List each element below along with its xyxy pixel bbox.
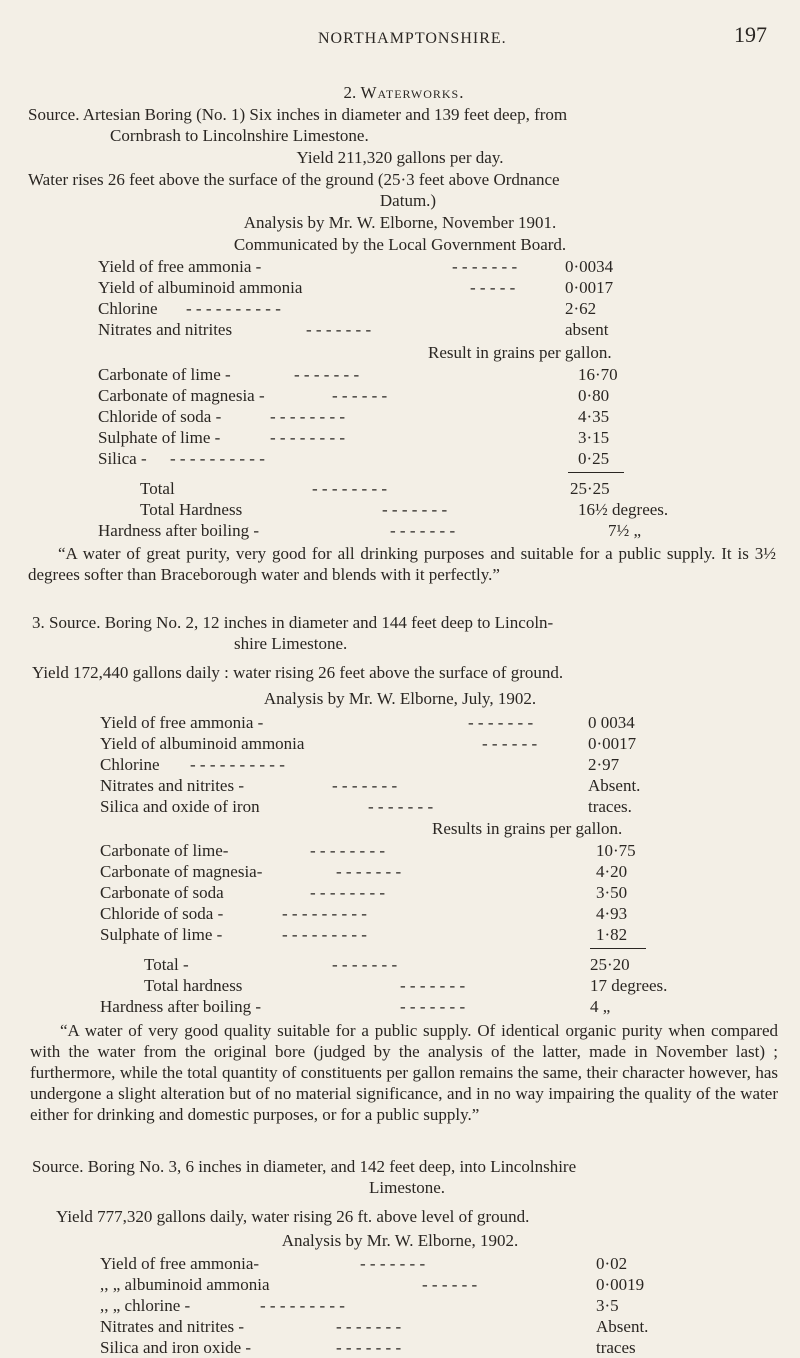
section-2-heading (0, 82, 800, 103)
row-label: Carbonate of magnesia - (98, 386, 265, 405)
row-label: Silica - (98, 449, 147, 468)
leader-dots: - - - - - - - (400, 976, 466, 995)
boiling-label: Hardness after boiling - (100, 997, 261, 1016)
leader-dots: - - - - - - - (306, 320, 372, 339)
heading-text: Waterworks. (360, 83, 465, 102)
leader-dots: - - - - - - - (336, 1317, 402, 1336)
heading-number: 2. (343, 83, 357, 102)
boiling-row (98, 520, 758, 541)
section-3-quote: “A water of very good quality suitable for a public supply. Of identical organic purity when compared with the water from the original bore (judged by the analysis of the latter, made in November last) ; furthermore, while the total quantity of constituents per gallon remains the same, their character however, has undergone a slight alteration but of no material significance, and in no way impairing the quality of the water either for drinking and domestic purposes, or for a public supply.” (30, 1021, 778, 1124)
leader-dots: - - - - - - - - - - (190, 755, 285, 774)
section-3-analysis: Analysis by Mr. W. Elborne, July, 1902. (263, 689, 537, 708)
section-2-analysis: Analysis by Mr. W. Elborne, November 1901. (243, 213, 557, 232)
section-3-yield: Yield 172,440 gallons daily : water rising 26 feet above the surface of ground. (32, 663, 564, 682)
table-row (98, 406, 758, 427)
leader-dots: - - - - - - (422, 1275, 478, 1294)
row-value: Absent. (588, 776, 641, 795)
table-row (98, 277, 758, 298)
section-2-table-2 (98, 364, 758, 469)
table-row (100, 1337, 760, 1358)
row-label: ,, „ chlorine - (100, 1296, 191, 1315)
row-label: Carbonate of lime - (98, 365, 231, 384)
hardness-label: Total Hardness (140, 500, 243, 519)
table-row (100, 754, 760, 775)
row-value: 0·02 (596, 1254, 628, 1273)
total-label: Total - (144, 955, 189, 974)
row-label: Nitrates and nitrites - (100, 1317, 244, 1336)
row-value: 0·25 (578, 449, 610, 468)
section-2-yield: Yield 211,320 gallons per day. (296, 148, 504, 167)
leader-dots: - - - - - - - (332, 776, 398, 795)
row-label: Chloride of soda - (98, 407, 222, 426)
row-value: 2·97 (588, 755, 620, 774)
row-value: 16·70 (578, 365, 618, 384)
row-label: Sulphate of lime - (98, 428, 221, 447)
section-4-analysis: Analysis by Mr. W. Elborne, 1902. (281, 1231, 519, 1250)
hardness-label: Total hardness (144, 976, 243, 995)
boiling-value: 7½ „ (608, 521, 642, 540)
leader-dots: - - - - - - (332, 386, 388, 405)
row-label: Silica and oxide of iron (100, 797, 260, 816)
table-row (100, 733, 760, 754)
total-value: 25·25 (570, 479, 610, 498)
rises-line-2: Datum.) (379, 191, 437, 210)
row-value: 0 0034 (588, 713, 635, 732)
row-value: 3·50 (596, 883, 628, 902)
total-value: 25·20 (590, 955, 630, 974)
section-2-quote: “A water of great purity, very good for all drinking purposes and suitable for a public supply. It is 3½ degrees softer than Braceborough water and blends with it perfectly.” (28, 544, 776, 584)
leader-dots: - - - - - - - - - - (186, 299, 281, 318)
running-title: NORTHAMPTONSHIRE. (318, 30, 507, 47)
leader-dots: - - - - - - - - - - (170, 449, 265, 468)
leader-dots: - - - - - - (482, 734, 538, 753)
table-row (98, 385, 758, 406)
section-4-table (100, 1253, 760, 1358)
leader-dots: - - - - - - - (294, 365, 360, 384)
row-label: Chlorine (100, 755, 160, 774)
row-value: 10·75 (596, 841, 636, 860)
row-value: 0·80 (578, 386, 610, 405)
section-3-table-1 (100, 712, 760, 817)
table-row (100, 924, 760, 945)
row-value: 0·0017 (565, 278, 614, 297)
table-row (100, 1274, 760, 1295)
leader-dots: - - - - - - - - (270, 407, 346, 426)
boiling-value: 4 „ (590, 997, 611, 1016)
section-2-source (28, 104, 788, 146)
source-line-2: shire Limestone. (234, 634, 348, 653)
boiling-label: Hardness after boiling - (98, 521, 259, 540)
table-row (98, 319, 758, 340)
section-2-totals (98, 478, 758, 541)
leader-dots: - - - - - - - (368, 797, 434, 816)
table-row (100, 1253, 760, 1274)
row-value: 4·93 (596, 904, 628, 923)
row-label: Yield of free ammonia - (98, 257, 262, 276)
row-value: 0·0017 (588, 734, 637, 753)
section-2-result-head: Result in grains per gallon. (428, 343, 612, 362)
total-rule (590, 948, 646, 949)
row-label: Silica and iron oxide - (100, 1338, 252, 1357)
leader-dots: - - - - - - - (336, 862, 402, 881)
row-value: Absent. (596, 1317, 649, 1336)
table-row (98, 298, 758, 319)
table-row (98, 256, 758, 277)
leader-dots: - - - - - - - - (310, 883, 386, 902)
hardness-row (100, 975, 760, 996)
row-label: Carbonate of lime- (100, 841, 229, 860)
row-label: Yield of albuminoid ammonia (100, 734, 305, 753)
total-row (100, 954, 760, 975)
leader-dots: - - - - - - - (390, 521, 456, 540)
leader-dots: - - - - - - - (452, 257, 518, 276)
section-4-yield: Yield 777,320 gallons daily, water rising 26 ft. above level of ground. (56, 1207, 530, 1226)
table-row (100, 1316, 760, 1337)
leader-dots: - - - - - - - (468, 713, 534, 732)
source-line: Source. Artesian Boring (No. 1) Six inches in diameter and 139 feet deep, from (28, 105, 568, 124)
total-label: Total (140, 479, 175, 498)
table-row (100, 1295, 760, 1316)
section-3-table-2 (100, 840, 760, 945)
table-row (100, 903, 760, 924)
row-value: 0·0034 (565, 257, 614, 276)
section-2-communicated: Communicated by the Local Government Board. (233, 235, 567, 254)
total-row (98, 478, 758, 499)
table-row (98, 448, 758, 469)
section-2-rises (28, 169, 788, 211)
leader-dots: - - - - - - - - - (260, 1296, 345, 1315)
boiling-row (100, 996, 760, 1017)
leader-dots: - - - - - - - - - (282, 925, 367, 944)
row-value: 3·5 (596, 1296, 619, 1315)
leader-dots: - - - - - - - - (270, 428, 346, 447)
table-row (100, 712, 760, 733)
row-value: absent (565, 320, 609, 339)
row-label: Yield of free ammonia - (100, 713, 264, 732)
table-row (98, 427, 758, 448)
page-header (0, 24, 800, 64)
hardness-value: 16½ degrees. (578, 500, 669, 519)
row-value: 0·0019 (596, 1275, 645, 1294)
row-label: Sulphate of lime - (100, 925, 223, 944)
leader-dots: - - - - - - - (336, 1338, 402, 1357)
leader-dots: - - - - - - - (400, 997, 466, 1016)
table-row (100, 775, 760, 796)
source-line: 3. Source. Boring No. 2, 12 inches in diameter and 144 feet deep to Lincoln- (32, 613, 554, 632)
row-value: traces (596, 1338, 636, 1357)
row-label: Chlorine (98, 299, 158, 318)
table-row (98, 364, 758, 385)
table-row (100, 840, 760, 861)
leader-dots: - - - - - - - - - (282, 904, 367, 923)
section-3-totals (100, 954, 760, 1017)
row-label: Yield of albuminoid ammonia (98, 278, 303, 297)
row-value: 4·35 (578, 407, 610, 426)
section-4-source (32, 1156, 782, 1198)
row-value: 1·82 (596, 925, 628, 944)
row-label: Nitrates and nitrites (98, 320, 233, 339)
hardness-value: 17 degrees. (590, 976, 668, 995)
row-value: 3·15 (578, 428, 610, 447)
row-label: Carbonate of magnesia- (100, 862, 263, 881)
leader-dots: - - - - - - - - (312, 479, 388, 498)
section-2-table-1 (98, 256, 758, 340)
row-value: 4·20 (596, 862, 628, 881)
source-line-2: Cornbrash to Lincolnshire Limestone. (110, 126, 369, 145)
rises-line: Water rises 26 feet above the surface of the ground (25·3 feet above Ordnance (28, 170, 560, 189)
row-label: Chloride of soda - (100, 904, 224, 923)
row-label: Carbonate of soda (100, 883, 224, 902)
source-line: Source. Boring No. 3, 6 inches in diameter, and 142 feet deep, into Lincolnshire (32, 1157, 577, 1176)
row-value: 2·62 (565, 299, 597, 318)
row-label: Yield of free ammonia- (100, 1254, 260, 1273)
source-line-2: Limestone. (368, 1178, 445, 1197)
leader-dots: - - - - - - - (382, 500, 448, 519)
leader-dots: - - - - - - - (332, 955, 398, 974)
table-row (100, 882, 760, 903)
row-label: ,, „ albuminoid ammonia (100, 1275, 270, 1294)
table-row (100, 796, 760, 817)
section-3-result-head: Results in grains per gallon. (432, 819, 623, 838)
row-value: traces. (588, 797, 632, 816)
hardness-row (98, 499, 758, 520)
section-3-source (32, 612, 782, 654)
page-number: 197 (734, 22, 767, 47)
leader-dots: - - - - - - - - (310, 841, 386, 860)
leader-dots: - - - - - (470, 278, 516, 297)
row-label: Nitrates and nitrites - (100, 776, 244, 795)
leader-dots: - - - - - - - (360, 1254, 426, 1273)
table-row (100, 861, 760, 882)
total-rule (568, 472, 624, 473)
